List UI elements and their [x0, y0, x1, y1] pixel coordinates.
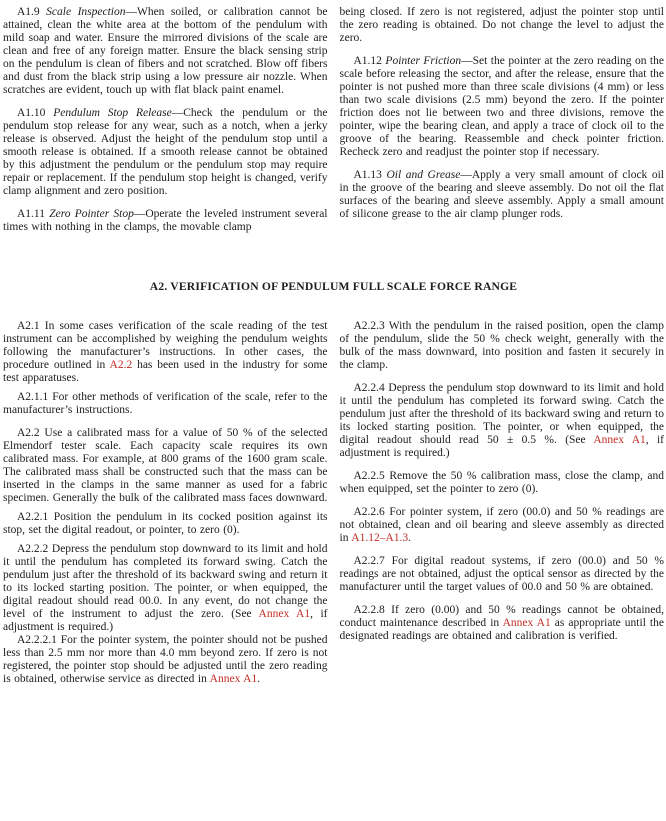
italic-term: Oil and Grease — [386, 169, 461, 181]
paragraph — [3, 543, 328, 634]
paragraph — [3, 208, 328, 234]
paragraph — [3, 6, 328, 97]
paragraph — [340, 6, 665, 45]
text-run: . — [408, 532, 412, 544]
text-run: A1.10 — [17, 107, 54, 119]
italic-term: Zero Pointer Stop — [49, 208, 134, 220]
paragraph — [340, 55, 665, 159]
paragraph — [3, 391, 328, 417]
italic-term: Scale Inspection — [46, 6, 126, 18]
text-run: A2.2.2 Depress the pendulum stop downward to its limit and hold it until the pendulum has completed its forward swing. Catch the pendulum just after the threshold of its backward swing and return it to its locked starting position. The pointer, or when equipped, the digital readout should read 00.0. In any event, do not change the level of the instrument to adjust the zero. (See — [3, 543, 328, 620]
paragraph — [340, 470, 665, 496]
text-run: A1.13 — [353, 169, 387, 181]
paragraph — [3, 511, 328, 537]
cross-reference-link[interactable]: A2.2 — [109, 359, 133, 371]
paragraph — [340, 320, 665, 372]
paragraph — [340, 555, 665, 594]
text-run: . — [257, 673, 261, 685]
text-run: A2.1.1 For other methods of verification of the scale, refer to the manufacturer’s instructions. — [3, 391, 328, 416]
text-run: —Operate the leveled instrument several times with nothing in the clamps, the movable clamp — [3, 208, 328, 233]
section-a2-body — [3, 320, 664, 686]
text-run: A2.2.2.1 For the pointer system, the pointer should not be pushed less than 2.5 mm nor more than 4.0 mm beyond zero. If zero is not registered, the pointer stop should be adjusted until the zero reading is obtained, otherwise service as directed in — [3, 634, 328, 685]
italic-term: Pendulum Stop Release — [53, 107, 172, 119]
text-run: A2.2.1 Position the pendulum in its cocked position against its stop, set the digital readout, or pointer, to zero (0). — [3, 511, 328, 536]
annex-a1-section — [3, 6, 664, 234]
section-a2-right-column — [340, 320, 665, 686]
text-run: A1.9 — [17, 6, 47, 18]
text-run: A1.11 — [17, 208, 50, 220]
text-run: A2.2.8 If zero (0.00) and 50 % readings cannot be obtained, conduct maintenance described in — [339, 604, 664, 629]
cross-reference-link[interactable]: Annex A1 — [593, 434, 646, 446]
paragraph — [340, 169, 665, 221]
text-run: A2.2.7 For digital readout systems, if zero (00.0) and 50 % readings are not obtained, adjust the optical sensor as directed by the manufacturer until the target values of 00.0 and 50 % are obtained. — [339, 555, 664, 593]
text-run: —When soiled, or calibration cannot be attained, clean the white area at the bottom of the pendulum with mild soap and water. Ensure the mirrored divisions of the scale are clean and free of any foreign matter. Ensure the black sensing strip on the pendulum is clean of fibers and not scratched. Blow off fibers and dust from the black strip using a low pressure air nozzle. When scratches are evident, touch up with flat black paint enamel. — [3, 6, 328, 96]
cross-reference-link[interactable]: Annex A1 — [502, 617, 551, 629]
cross-reference-link[interactable]: Annex A1 — [209, 673, 258, 685]
text-run: —Check the pendulum or the pendulum stop release for any wear, such as a notch, when a jerky release is observed. Adjust the height of the pendulum stop until a smooth release is obtained. If a smooth release cannot be obtained by this adjustment the pendulum or the pendulum stop may require repair or replacement. If the pendulum stop height is changed, verify clamp alignment and zero position. — [3, 107, 328, 197]
paragraph — [3, 107, 328, 198]
text-run: , if adjustment is required.) — [339, 434, 664, 459]
text-run: A1.12 — [353, 55, 386, 67]
text-run: A2.2.5 Remove the 50 % calibration mass, close the clamp, and when equipped, set the pointer to zero (0). — [339, 470, 664, 495]
text-run: A2.2.4 Depress the pendulum stop downward to its limit and hold it until the pendulum has completed its forward swing. Catch the pendulum just after the threshold of its backward swing and return to its locked starting position. The pointer, or when equipped, the digital readout should read 50 ± 0.5 %. (See — [339, 382, 664, 446]
text-run: A2.2.6 For pointer system, if zero (00.0) and 50 % readings are not obtained, clean and oil bearing and sleeve assembly as directed in — [339, 506, 664, 544]
section-a2-heading: A2. VERIFICATION OF PENDULUM FULL SCALE FORCE RANGE — [149, 280, 518, 293]
text-run: has been used in the industry for some test apparatuses. — [3, 359, 328, 384]
cross-reference-link[interactable]: A1.12–A1.3 — [351, 532, 409, 544]
text-run: , if adjustment is required.) — [3, 608, 328, 633]
text-run: being closed. If zero is not registered, adjust the pointer stop until the zero reading is obtained. Do not change the level to adjust the zero. — [339, 6, 664, 44]
paragraph — [3, 427, 328, 505]
cross-reference-link[interactable]: Annex A1 — [258, 608, 311, 620]
text-run: A2.2 Use a calibrated mass for a value of 50 % of the selected Elmendorf tester scale. Each capacity scale requires its own calibrated mass. For example, at 800 grams of the 1600 gram scale. The calibrated mass shall be constructed such that the mass can be inserted in the clamps in the same manner as used for a fabric specimen. Generally the bulk of the calibrated mass faces downward. — [3, 427, 328, 504]
paragraph — [340, 382, 665, 460]
text-run: A2.1 In some cases verification of the scale reading of the test instrument can be accomplished by weighing the pendulum weights following the manufacturer’s instructions. In other cases, the procedure outlined in — [3, 320, 328, 371]
text-run: —Set the pointer at the zero reading on the scale before releasing the sector, and after the release, ensure that the pointer is not pushed more than three scale divisions (4 mm) or less than two scale divisions (2.5 mm) beyond the zero. If the pointer friction does not lie between two and three divisions, remove the pointer, wipe the bearing clean, and apply a trace of clock oil to the groove of the bearing. Reassemble and check pointer friction. Recheck zero and readjust the pointer stop if necessary. — [339, 55, 664, 158]
paragraph — [340, 506, 665, 545]
paragraph — [340, 604, 665, 643]
annex-a1-right-column — [340, 6, 665, 234]
annex-a1-left-column — [3, 6, 328, 234]
italic-term: Pointer Friction — [385, 55, 462, 67]
text-run: A2.2.3 With the pendulum in the raised position, open the clamp of the pendulum, slide the 50 % check weight, generally with the bulk of the mass downward, into position and fasten it securely in the clamp. — [339, 320, 664, 371]
paragraph — [3, 634, 328, 686]
section-a2-left-column — [3, 320, 328, 686]
paragraph — [3, 320, 328, 385]
text-run: as appropriate until the designated readings are obtained and calibration is verified. — [339, 617, 664, 642]
text-run: —Apply a very small amount of clock oil in the groove of the bearing and sleeve assembly. Do not oil the flat surfaces of the bearing and sleeve assembly. Apply a small amount of silicone grease to the air clamp plunger rods. — [339, 169, 664, 220]
